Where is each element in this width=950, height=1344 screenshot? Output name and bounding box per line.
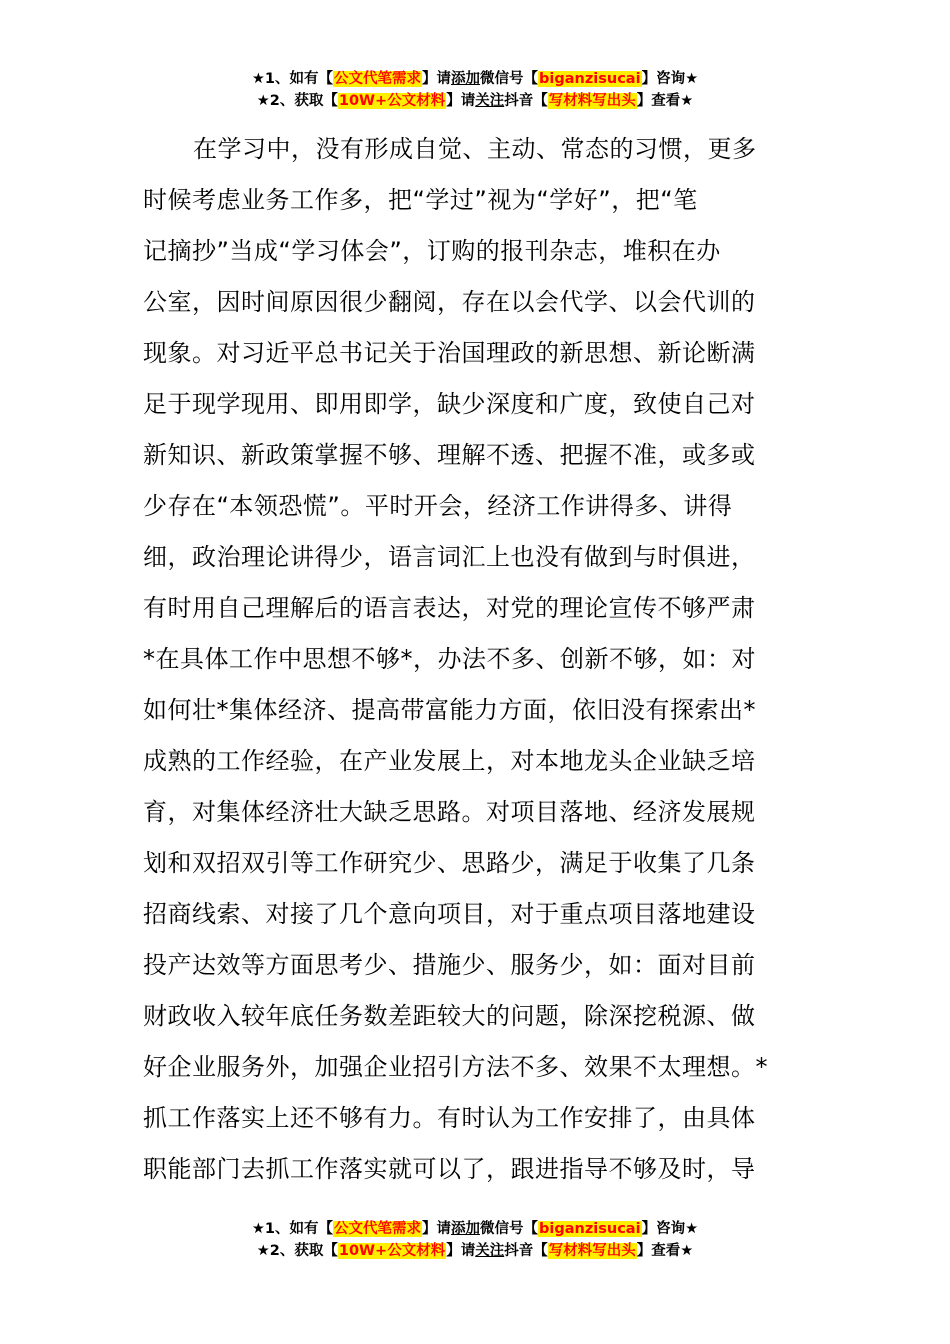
banner-text: ★1、如有【 <box>251 71 334 87</box>
banner-text: 】咨询★ <box>641 71 699 87</box>
body-line: 公室，因时间原因很少翻阅，存在以会代学、以会代训的 <box>143 288 756 316</box>
body-line: 新知识、新政策掌握不够、理解不透、把握不准，或多或 <box>143 441 756 469</box>
body-line: 有时用自己理解后的语言表达，对党的理论宣传不够严肃 <box>143 594 756 622</box>
body-line: 招商线索、对接了几个意向项目，对于重点项目落地建设 <box>143 900 756 928</box>
banner-text: 】请 <box>422 71 452 87</box>
footer-banner <box>0 1218 950 1262</box>
body-line: 好企业服务外，加强企业招引方法不多、效果不太理想。* <box>143 1053 768 1081</box>
banner-text: 】请 <box>446 93 476 109</box>
highlight-douyin-id: 写材料写出头 <box>548 93 636 109</box>
banner-text: 】请 <box>422 1221 452 1237</box>
banner-text: 】咨询★ <box>641 1221 699 1237</box>
body-line: 现象。对习近平总书记关于治国理政的新思想、新论断满 <box>143 339 756 367</box>
header-banner <box>0 68 950 112</box>
underlined-text: 添加 <box>451 71 481 87</box>
banner-text: 微信号【 <box>480 1221 539 1237</box>
highlight-materials: 10W+公文材料 <box>338 93 446 109</box>
body-line: 细，政治理论讲得少，语言词汇上也没有做到与时俱进， <box>143 543 756 571</box>
highlight-service: 公文代笔需求 <box>334 1221 422 1237</box>
body-line: 投产达效等方面思考少、措施少、服务少，如：面对目前 <box>143 951 756 979</box>
banner-text: ★2、获取【 <box>256 1243 338 1259</box>
banner-text: ★2、获取【 <box>256 93 338 109</box>
body-line: 足于现学现用、即用即学，缺少深度和广度，致使自己对 <box>143 390 756 418</box>
body-line: 成熟的工作经验，在产业发展上，对本地龙头企业缺乏培 <box>143 747 756 775</box>
body-paragraph <box>143 124 807 1195</box>
banner-text: 抖音【 <box>504 93 548 109</box>
highlight-service: 公文代笔需求 <box>334 71 422 87</box>
underlined-text: 添加 <box>451 1221 481 1237</box>
highlight-materials: 10W+公文材料 <box>338 1243 446 1259</box>
banner-text: 】请 <box>446 1243 476 1259</box>
body-line: 抓工作落实上还不够有力。有时认为工作安排了，由具体 <box>143 1104 756 1132</box>
banner-text: 微信号【 <box>480 71 539 87</box>
banner-text: 抖音【 <box>504 1243 548 1259</box>
body-line: 育，对集体经济壮大缺乏思路。对项目落地、经济发展规 <box>143 798 756 826</box>
footer-banner-line-1 <box>0 1218 950 1240</box>
highlight-douyin-id: 写材料写出头 <box>548 1243 636 1259</box>
body-line: 少存在“本领恐慌”。平时开会，经济工作讲得多、讲得 <box>143 492 733 520</box>
body-line: 时候考虑业务工作多，把“学过”视为“学好”，把“笔 <box>143 186 698 214</box>
footer-banner-line-2 <box>0 1240 950 1262</box>
highlight-wechat-id: biganzisucai <box>539 1221 641 1237</box>
body-line: 在学习中，没有形成自觉、主动、常态的习惯，更多 <box>193 135 757 163</box>
underlined-text: 关注 <box>475 93 505 109</box>
body-line: 划和双招双引等工作研究少、思路少，满足于收集了几条 <box>143 849 756 877</box>
body-line: 财政收入较年底任务数差距较大的问题，除深挖税源、做 <box>143 1002 756 1030</box>
body-line: 职能部门去抓工作落实就可以了，跟进指导不够及时，导 <box>143 1155 756 1183</box>
body-line: 如何壮*集体经济、提高带富能力方面，依旧没有探索出* <box>143 696 756 724</box>
banner-text: 】查看★ <box>636 93 694 109</box>
header-banner-line-2 <box>0 90 950 112</box>
body-line: 记摘抄”当成“学习体会”，订购的报刊杂志，堆积在办 <box>143 237 721 265</box>
header-banner-line-1 <box>0 68 950 90</box>
highlight-wechat-id: biganzisucai <box>539 71 641 87</box>
body-line: *在具体工作中思想不够*，办法不多、创新不够，如：对 <box>143 645 756 673</box>
banner-text: ★1、如有【 <box>251 1221 334 1237</box>
banner-text: 】查看★ <box>636 1243 694 1259</box>
underlined-text: 关注 <box>475 1243 505 1259</box>
